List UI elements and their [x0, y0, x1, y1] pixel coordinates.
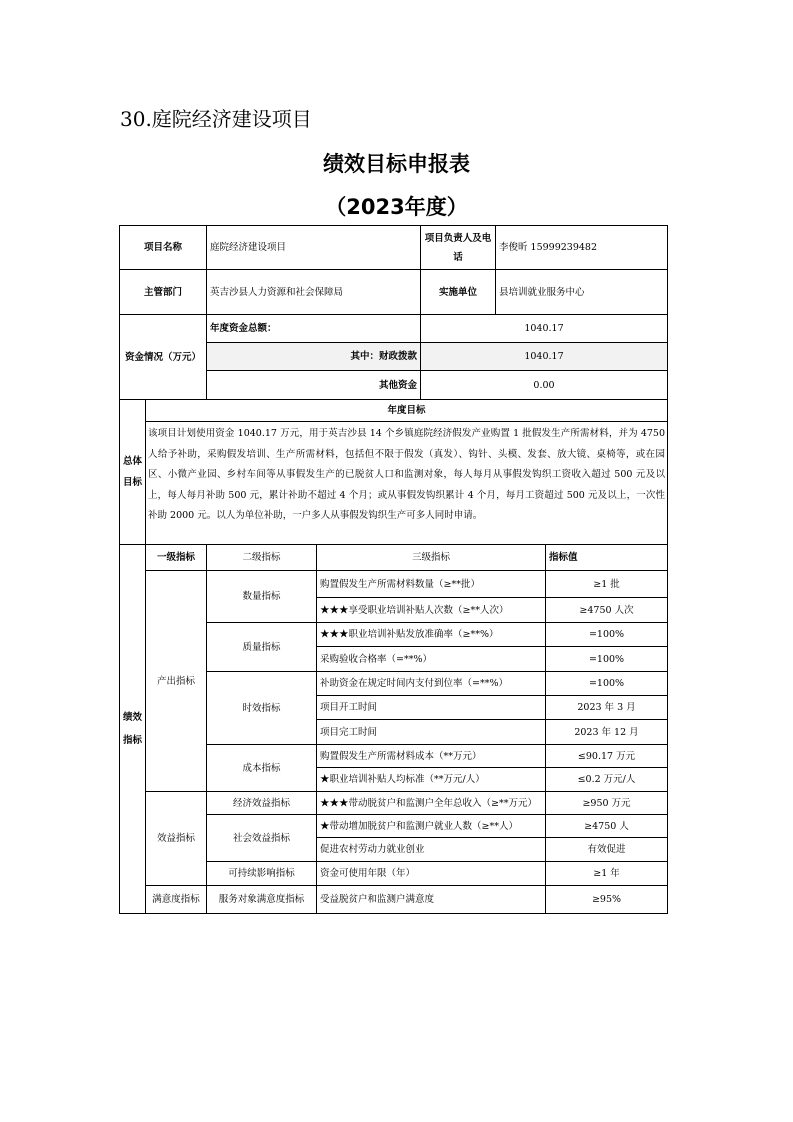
goal-label — [119, 399, 146, 545]
indicator-row: ★★★带动脱贫户和监测户全年总收入（≥**万元） — [316, 791, 546, 815]
indicator-row: 购置假发生产所需材料数量（≥**批） — [316, 570, 546, 598]
indicator-value: ≥4750 人 — [545, 814, 668, 838]
leader-label — [420, 225, 496, 270]
indicator-value: ≥95% — [545, 885, 668, 914]
col-header-level2: 二级指标 — [206, 544, 317, 571]
impl-label: 实施单位 — [420, 269, 496, 315]
indicator-value: ≤90.17 万元 — [545, 744, 668, 768]
output-indicator: 产出指标 — [145, 570, 207, 792]
cost-indicator: 成本指标 — [206, 744, 317, 792]
indicator-row: ★带动增加脱贫户和监测户就业人数（≥**人） — [316, 814, 546, 838]
indicator-value: 有效促进 — [545, 837, 668, 862]
indicator-value: 2023 年 12 月 — [545, 719, 668, 745]
social-indicator: 社会效益指标 — [206, 814, 317, 862]
funds-total-label: 年度资金总额： — [206, 314, 421, 343]
sustain-indicator: 可持续影响指标 — [206, 861, 317, 886]
timeliness-indicator: 时效指标 — [206, 671, 317, 745]
benefit-indicator: 效益指标 — [145, 791, 207, 886]
dept-value: 英吉沙县人力资源和社会保障局 — [206, 269, 421, 315]
indicator-row: 采购验收合格率（=**%） — [316, 646, 546, 672]
project-name-label: 项目名称 — [119, 225, 207, 270]
indicator-row: ★★★享受职业培训补贴人次数（≥**人次） — [316, 597, 546, 623]
indicator-value: ≥4750 人次 — [545, 597, 668, 623]
indicator-row: 补助资金在规定时间内支付到位率（=**%） — [316, 671, 546, 696]
indicators-label-line1: 绩效 — [122, 712, 142, 723]
indicator-value: ≥950 万元 — [545, 791, 668, 815]
indicator-row: 受益脱贫户和监测户满意度 — [316, 885, 546, 914]
indicator-value: =100% — [545, 671, 668, 696]
goal-label-line1: 总体 — [122, 456, 142, 467]
funds-label: 资金情况（万元） — [119, 314, 207, 400]
service-indicator: 服务对象满意度指标 — [206, 885, 317, 914]
leader-label-line2: 话 — [453, 251, 463, 263]
indicator-value: ≤0.2 万元/人 — [545, 767, 668, 792]
indicator-row: ★职业培训补贴人均标准（**万元/人） — [316, 767, 546, 792]
form-title: 绩效目标申报表 — [323, 152, 470, 176]
funds-fiscal-value: 1040.17 — [420, 342, 668, 371]
goal-label-line2: 目标 — [122, 477, 142, 488]
economic-indicator: 经济效益指标 — [206, 791, 317, 815]
quality-indicator: 质量指标 — [206, 622, 317, 672]
section-heading: 30.庭院经济建设项目 — [120, 107, 312, 131]
col-header-level1: 一级指标 — [145, 544, 207, 571]
indicator-value: ≥1 批 — [545, 570, 668, 598]
indicator-row: 促进农村劳动力就业创业 — [316, 837, 546, 862]
impl-value: 县培训就业服务中心 — [495, 269, 668, 315]
indicators-label-line2: 指标 — [122, 735, 142, 746]
dept-label: 主管部门 — [119, 269, 207, 315]
quantity-indicator: 数量指标 — [206, 570, 317, 623]
indicator-row: 资金可使用年限（年） — [316, 861, 546, 886]
funds-other-label: 其他资金 — [206, 370, 421, 400]
leader-label-line1: 项目负责人及电 — [424, 232, 492, 244]
funds-total-value: 1040.17 — [420, 314, 668, 343]
project-name-value: 庭院经济建设项目 — [206, 225, 421, 270]
indicator-value: 2023 年 3 月 — [545, 695, 668, 720]
col-header-level3: 三级指标 — [316, 544, 546, 571]
indicator-value: =100% — [545, 622, 668, 647]
indicator-value: =100% — [545, 646, 668, 672]
indicator-row: 项目开工时间 — [316, 695, 546, 720]
funds-fiscal-label: 其中：财政拨款 — [206, 342, 421, 371]
col-header-value: 指标值 — [545, 544, 668, 571]
indicator-row: 购置假发生产所需材料成本（**万元） — [316, 744, 546, 768]
goal-text: 该项目计划使用资金 1040.17 万元，用于英吉沙县 14 个乡镇庭院经济假发产业购置 1 批假发生产所需材料，并为 4750 人给予补助，采购假发培训、生产所需材料，包括但不限于假发（真发）、钩针、头模、发套、放大镜、桌椅等，或在园区、小微产业园、乡村车间等从事假发生产的已脱贫人口和监测对象，每人每月从事假发钩织工资收入超过 500 元及以上，每人每月补助 500 元，累计补助不超过 4 个月；或从事假发钩织累计 4 个月，每月工资超过 500 元及以上，一次性补助 2000 元。以人为单位补助，一户多人从事假发钩织生产可多人同时申请。 — [145, 421, 668, 545]
funds-other-value: 0.00 — [420, 370, 668, 400]
indicator-row: ★★★职业培训补贴发放准确率（≥**%） — [316, 622, 546, 647]
leader-value: 李俊昕 15999239482 — [495, 225, 668, 270]
indicator-value: ≥1 年 — [545, 861, 668, 886]
form-year: （2023年度） — [325, 195, 468, 219]
indicator-row: 项目完工时间 — [316, 719, 546, 745]
indicators-label — [119, 544, 146, 914]
goal-header: 年度目标 — [145, 399, 668, 422]
satisfaction-indicator: 满意度指标 — [145, 885, 207, 914]
